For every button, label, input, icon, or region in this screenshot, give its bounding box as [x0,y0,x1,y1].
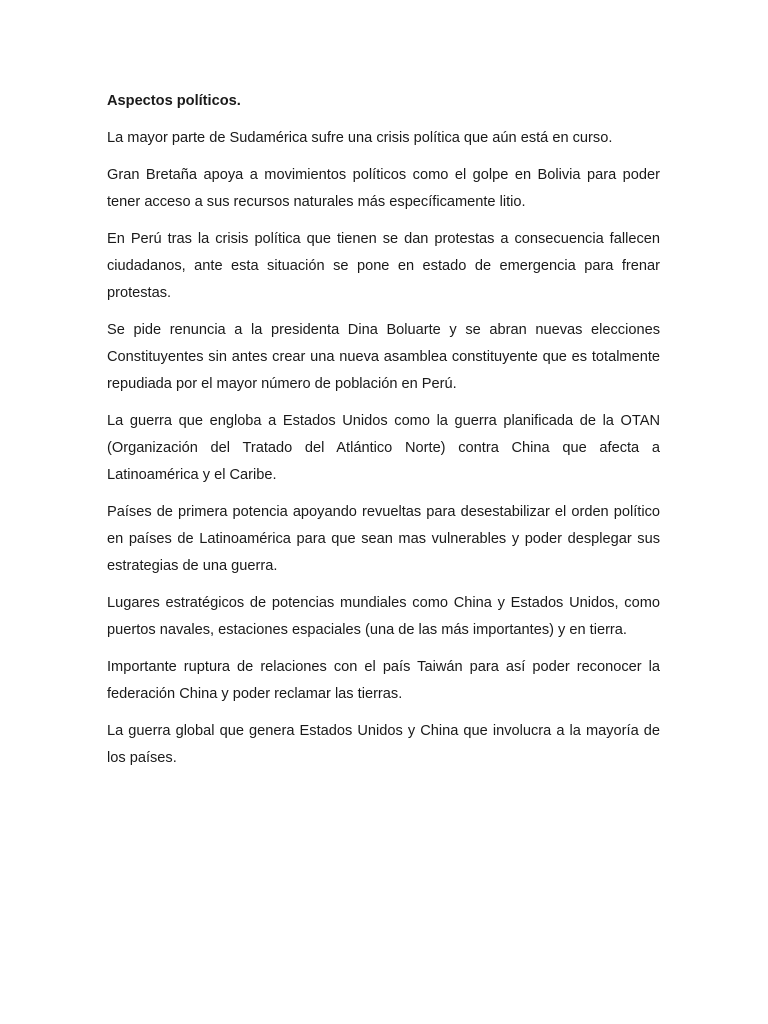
paragraph: La guerra que engloba a Estados Unidos como la guerra planificada de la OTAN (Organización del Tratado del Atlántico Norte) contra China que afecta a Latinoamérica y el Caribe. [107,413,660,483]
paragraph: Gran Bretaña apoya a movimientos políticos como el golpe en Bolivia para poder tener acceso a sus recursos naturales más específicamente litio. [107,167,660,210]
paragraph: La guerra global que genera Estados Unidos y China que involucra a la mayoría de los países. [107,723,660,766]
section-heading: Aspectos políticos. [107,93,241,109]
paragraph: Importante ruptura de relaciones con el país Taiwán para así poder reconocer la federación China y poder reclamar las tierras. [107,659,660,702]
paragraph: Lugares estratégicos de potencias mundiales como China y Estados Unidos, como puertos navales, estaciones espaciales (una de las más importantes) y en tierra. [107,595,660,638]
paragraph: Se pide renuncia a la presidenta Dina Boluarte y se abran nuevas elecciones Constituyentes sin antes crear una nueva asamblea constituyente que es totalmente repudiada por el mayor número de población en Perú. [107,322,660,392]
paragraph: En Perú tras la crisis política que tienen se dan protestas a consecuencia fallecen ciudadanos, ante esta situación se pone en estado de emergencia para frenar protestas. [107,231,660,301]
paragraph: Países de primera potencia apoyando revueltas para desestabilizar el orden político en países de Latinoamérica para que sean mas vulnerables y poder desplegar sus estrategias de una guerra. [107,504,660,574]
document-body [107,88,660,782]
paragraph: La mayor parte de Sudamérica sufre una crisis política que aún está en curso. [107,130,613,146]
